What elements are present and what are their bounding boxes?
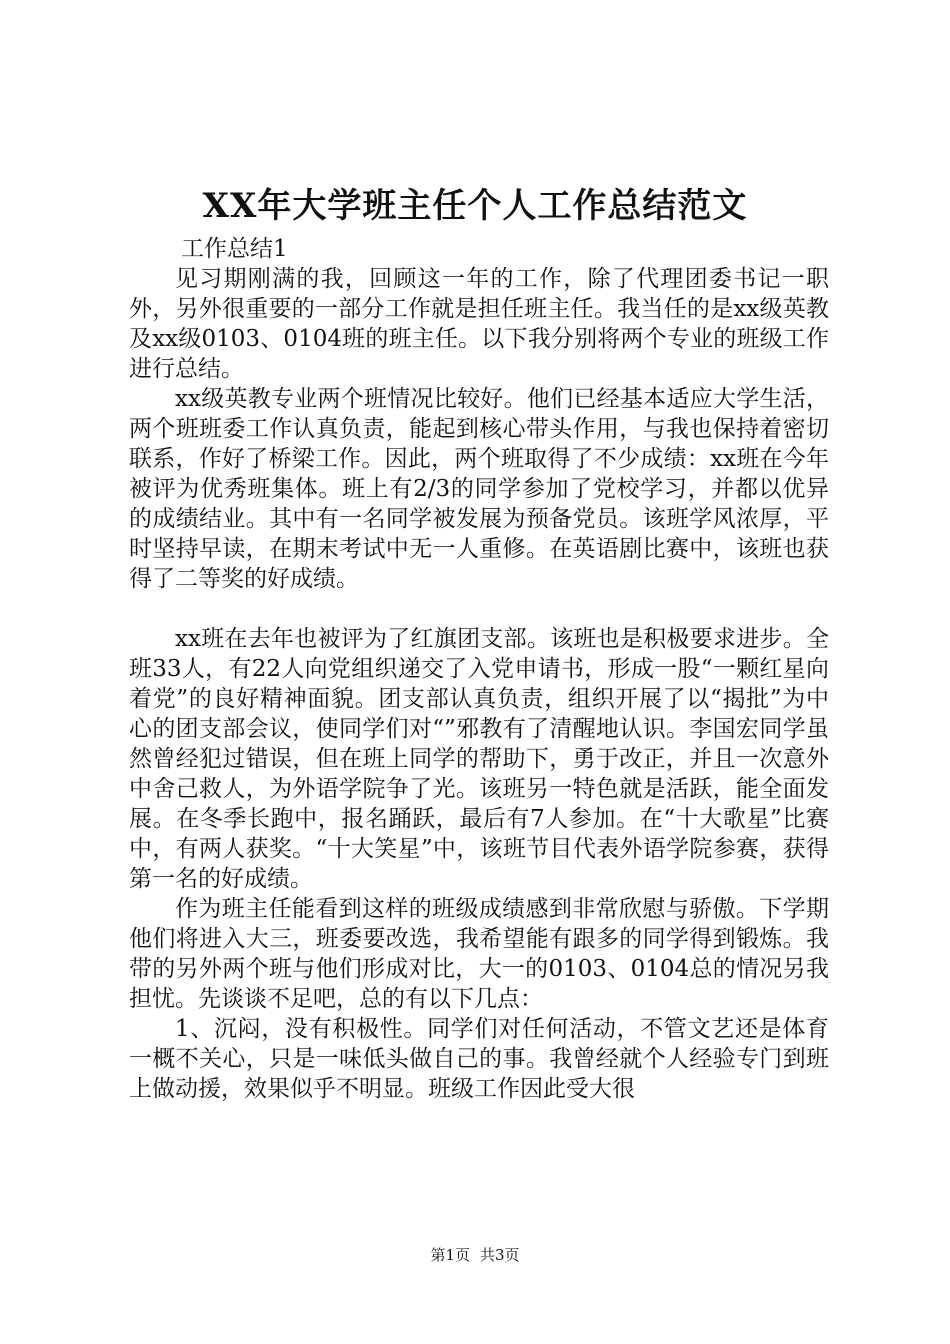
section-heading: 工作总结1: [181, 236, 288, 262]
paragraph-2: xx级英教专业两个班情况比较好。他们已经基本适应大学生活，两个班班委工作认真负责，能起到核心带头作用，与我也保持着密切联系，作好了桥梁工作。因此，两个班取得了不少成绩：xx班在今年被评为优秀班集体。班上有2/3的同学参加了党校学习，并都以优异的成绩结业。其中有一名同学被发展为预备党员。该班学风浓厚，平时坚持早读，在期末考试中无一人重修。在英语剧比赛中，该班也获得了二等奖的好成绩。: [129, 386, 829, 592]
page-total: 共3页: [480, 1246, 520, 1264]
paragraph-1: 见习期刚满的我，回顾这一年的工作，除了代理团委书记一职外，另外很重要的一部分工作就是担任班主任。我当任的是xx级英教及xx级0103、0104班的班主任。以下我分别将两个专业的班级工作进行总结。: [129, 266, 829, 382]
page-footer: [0, 1245, 950, 1265]
document-title: XX年大学班主任个人工作总结范文: [202, 186, 748, 226]
page-number: 第1页: [430, 1246, 470, 1264]
paragraph-3: xx班在去年也被评为了红旗团支部。该班也是积极要求进步。全班33人，有22人向党组织递交了入党申请书，形成一股“一颗红星向着党”的良好精神面貌。团支部认真负责，组织开展了以“揭批”为中心的团支部会议，使同学们对“”邪教有了清醒地认识。李国宏同学虽然曾经犯过错误，但在班上同学的帮助下，勇于改正，并且一次意外中舍己救人，为外语学院争了光。该班另一特色就是活跃，能全面发展。在冬季长跑中，报名踊跃，最后有7人参加。在“十大歌星”比赛中，有两人获奖。“十大笑星”中，该班节目代表外语学院参赛，获得第一名的好成绩。: [129, 626, 829, 892]
document-body: [129, 234, 829, 1104]
paragraph-4: 作为班主任能看到这样的班级成绩感到非常欣慰与骄傲。下学期他们将进入大三，班委要改选，我希望能有跟多的同学得到锻炼。我带的另外两个班与他们形成对比，大一的0103、0104总的情况另我担忧。先谈谈不足吧，总的有以下几点：: [129, 896, 829, 1012]
paragraph-5: 1、沉闷，没有积极性。同学们对任何活动，不管文艺还是体育一概不关心，只是一味低头做自己的事。我曾经就个人经验专门到班上做动援，效果似乎不明显。班级工作因此受大很: [129, 1016, 829, 1102]
